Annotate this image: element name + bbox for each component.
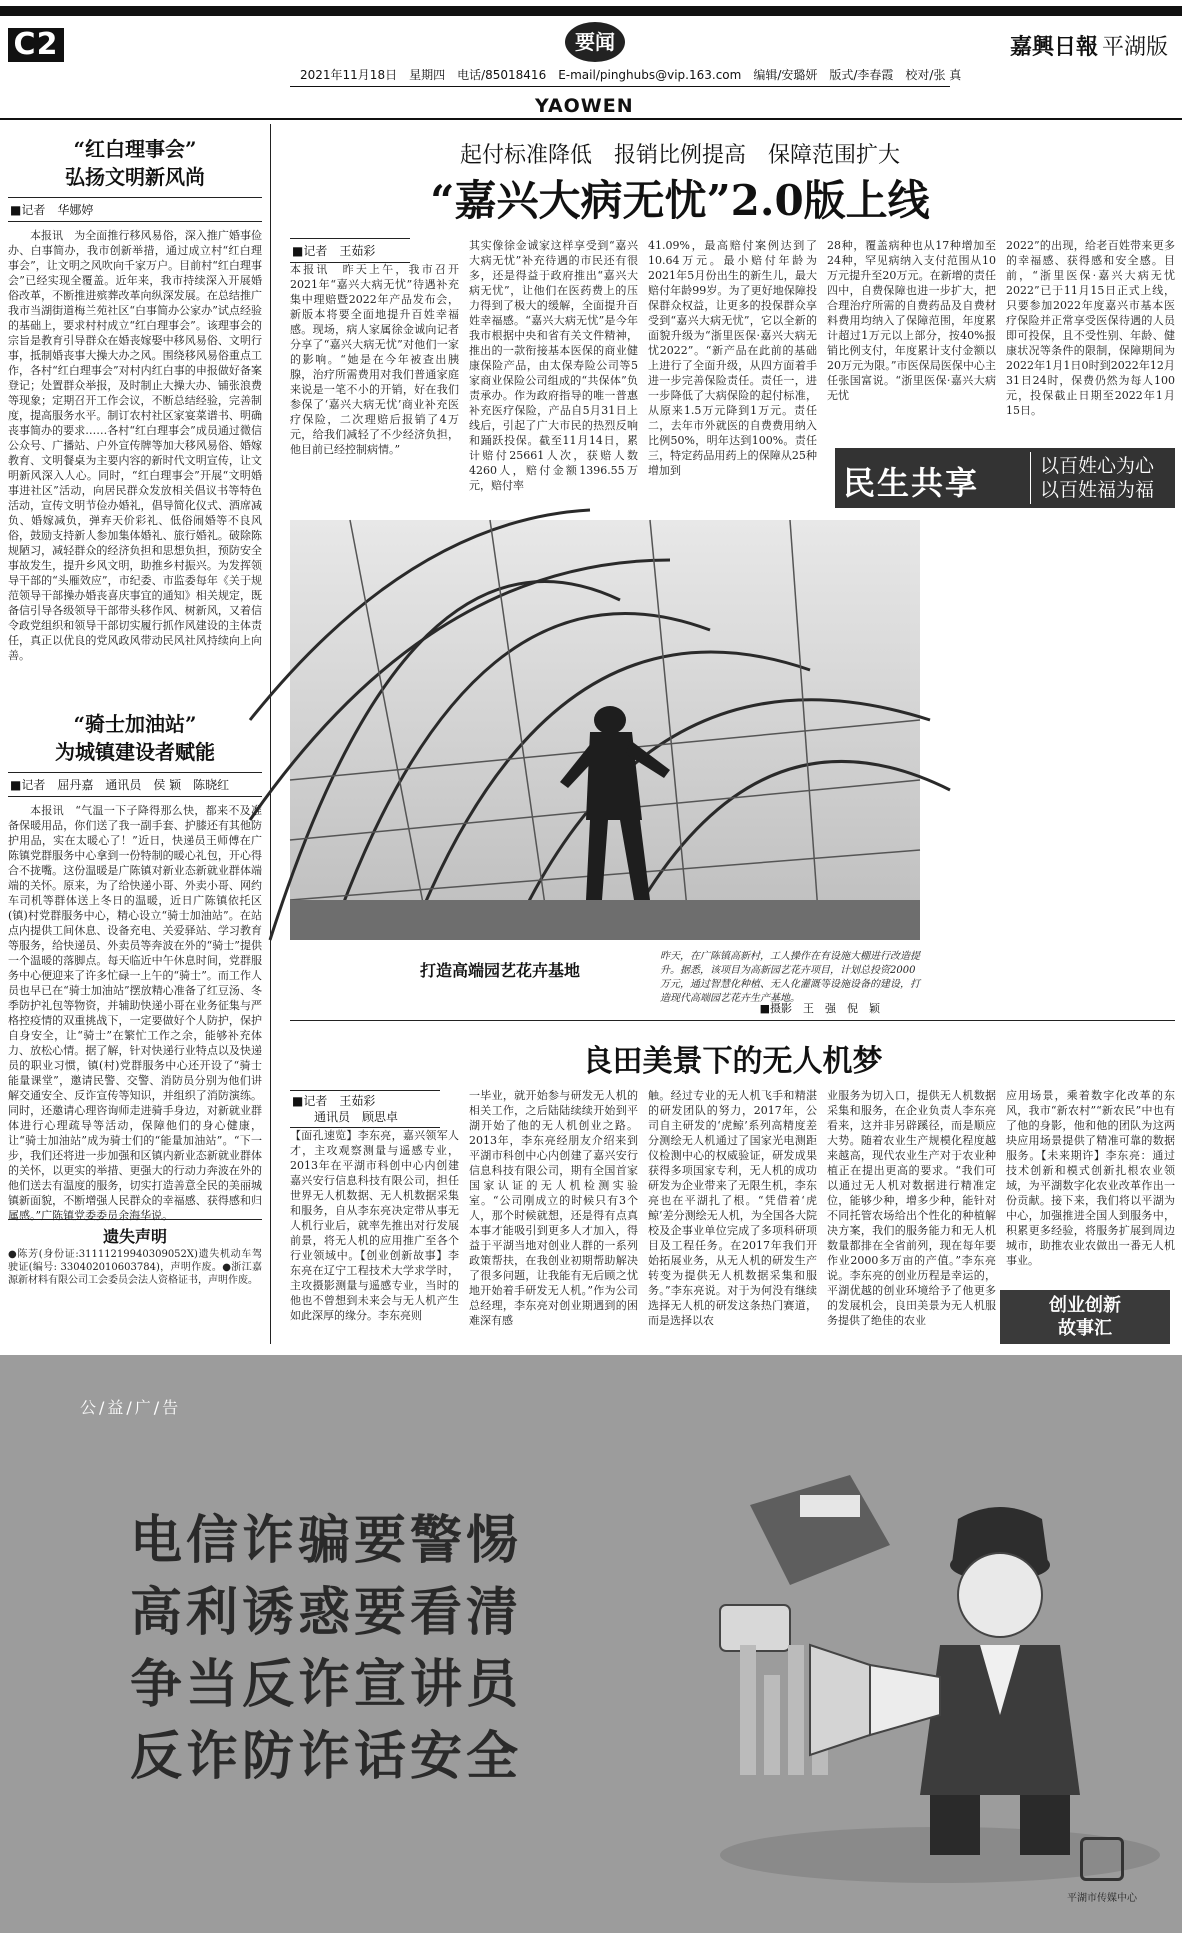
photo-credit: ■摄影 王 强 倪 颖 [759,1002,880,1015]
article2-title-line1: “骑士加油站” [73,712,197,736]
banner-right-line1: 以百姓心为心 [1040,455,1155,477]
lead-byline-box [290,238,410,263]
ad-slogan-2: 高利诱惑要看清 [130,1583,523,1643]
article1-title-line2: 弘扬文明新风尚 [65,165,205,189]
article2-title-line2: 为城镇建设者赋能 [55,740,215,764]
story2-byline [290,1090,440,1128]
story2-col-5: 应用场景，乘着数字化改革的东风，我市“新农村”“新农民”中也有了他的身影，他和他的团队为这两块应用场景提供了精准可靠的数据服务。【未来期许】李东亮：通过技术创新和模式创新扎根农业领域，为平湖数字化农业改革作出一份贡献。接下来，我们将以平湖为中心，加强推进全国人到服务中，积累更多经验，将服务扩展到周边城市，助推农业农做出一番无人机事业。 [1006,1089,1175,1267]
story2-badge-line2: 故事汇 [1058,1318,1112,1339]
article2-byline: ■记者 屈丹嘉 通讯员 侯 颖 陈晓红 [8,772,262,797]
story2-col-2: 一毕业，就开始参与研发无人机的相关工作，之后陆陆续续开始到平湖开始了他的无人机创业之路。2013年，李东亮经朋友介绍来到平湖市科创中心内创建了嘉兴安行信息科技有限公司，期有全国首家国家认证的无人机检测实验室。“公司刚成立的时候只有3个人，那个时候就想，还是得有点真本事才能吸引到更多人才加入，得益于平湖当地对创业人群的一系列政策帮扶，在我创业初期帮助解决了很多问题，让我能有无后顾之忧地开始着手研发无人机。”作为公司总经理，李东亮对创业期遇到的困难深有感 [469,1089,638,1327]
edition-name: 平湖版 [1101,35,1168,60]
story2-byline-line1: ■记者 王茹彩 [292,1094,376,1108]
meta-line: 2021年11月18日 星期四 电话/85018416 E-mail/pinghubs@vip.163.com 编辑/安璐妍 版式/李春霞 校对/张 真 [300,68,962,82]
lead-col-4: 28种，覆盖病种也从17种增加至24种，罕见病纳入支付范围从10万元提升至20万元。在新增的责任四中，自费保障也进一步扩大，把合理治疗所需的自费药品及自费材料费用均纳入了保障范围，年度累计超过1万元以上部分，按40%报销比例支付，年度累计支付金额以20万元为限。”市医保局医保中心主任张国富说。“浙里医保·嘉兴大病无忧 [827,239,996,402]
ad-illustration [640,1415,1160,1895]
photo-title: 打造高端园艺花卉基地 [420,961,581,980]
meta-rule [290,86,950,87]
column-divider [270,124,271,1344]
notice-body: ●陈芳(身份证:31111219940309052X)遗失机动车驾驶证(编号: 330402010603784)，声明作废。●浙江嘉源新材料有限公司工会委员会法人资格证书，声明作废。 [8,1249,262,1286]
ad-logo-icon [1080,1837,1124,1881]
story2-headline: 良田美景下的无人机梦 [582,1044,883,1079]
top-rule [0,6,1182,16]
section-seal: 要闻 [565,22,625,62]
banner-right-text [1040,454,1154,502]
story2-badge-line1: 创业创新 [1049,1295,1121,1316]
page-number-tag: C2 [8,28,64,62]
lead-col-3: 41.09%，最高赔付案例达到了10.64万元。最小赔付年龄为2021年5月份出生的新生儿，最大赔付年龄99岁。为了更好地保障投保群众权益，让更多的投保群众享受到“嘉兴大病无忧”，它以全新的面貌升级为“浙里医保·嘉兴大病无忧2022”。“新产品在此前的基础上进行了全面升级，从四方面着手进一步完善保险责任。责任一，进一步降低了大病保险的起付标准，从原来1.5万元降到1万元。责任二，去年市外就医的自费费用纳入比例50%，明年达到100%。责任三，特定药品用药上的保障从25种增加到 [648,239,817,477]
public-service-ad [0,1355,1182,1933]
notice-title: 遗失声明 [102,1227,167,1246]
story2-badge [1000,1290,1170,1344]
ad-logo-text: 平湖市传媒中心 [1067,1893,1137,1904]
section-pinyin: YAOWEN [535,95,634,117]
story2-col-3: 触。经过专业的无人机飞手和精湛的研发团队的努力，2017年，公司自主研发的‘虎鲸’系列高精度差分测绘无人机通过了国家光电测距仪检测中心的权威验证，研发成果获得多项国家专利，无人机的成功研发为企业带来了无限生机，李东亮也在平湖扎了根。“凭借着‘虎鲸’差分测绘无人机，为全国各大院校及企事业单位完成了多项科研项目及工程任务。在2017年我们开始拓展业务，从无人机的研发生产转变为提供无人机数据采集和服务。”李东亮说。对于为何没有继续选择无人机的研发这条热门赛道，而是选择以农 [648,1089,817,1327]
lead-col-1: 本报讯 昨天上午，我市召开2021年“嘉兴大病无忧”待遇补充集中理赔暨2022年产品发布会，新版本将要全面地提升百姓幸福感。现场，病人家属徐金诚向记者分享了“嘉兴大病无忧”对他们一家的影响。“她是在今年被查出胰腺，治疗所需费用对我们普通家庭来说是一笔不小的开销，好在我们参保了‘嘉兴大病无忧’商业补充医疗保险，二次理赔后报销了4万元，给我们减轻了不少经济负担，他目前已经控制病情。” [290,263,459,456]
ad-slogan-3: 争当反诈宣讲员 [130,1655,523,1715]
minsheng-banner [835,448,1175,508]
article1-byline: ■记者 华娜婷 [8,197,262,222]
notice-box [8,1219,262,1302]
article2-body: 本报讯 “气温一下子降得那么快，都来不及准备保暖用品，你们送了我一副手套、护膝还有其他防护用品，实在太暖心了！”近日，快递员王师傅在广陈镇党群服务中心拿到一份特制的暖心礼包，开心得合不拢嘴。这份温暖是广陈镇对新业态新就业群体端端的关怀。原来，为了给快递小哥、外卖小哥、网约车司机等群体送上冬日的温暖，近日广陈镇依托区(镇)村党群服务中心，精心设立“骑士加油站”。在站点内提供工间休息、设备充电、关爱驿站、学习教育等服务，给快递员、外卖员等奔波在外的“骑士”提供一个温暖的落脚点。每天临近中午休息时间，党群服务中心便迎来了许多忙碌一上午的“骑士”。而工作人员也早已在“骑士加油站”摆放精心准备了红豆汤、冬季防护礼包等物资，并辅助快递小哥在业务征集与严格控疫情的双重挑战下，一定要做好个人防护，保护自身安全，让“骑士”在繁忙工作之余，能够补充体力、放松心情。据了解，针对快递行业特点以及快递员的职业习惯，镇(村)党群服务中心还开设了“骑士能量课堂”，邀请民警、交警、消防员分别为他们讲解交通安全、反诈宣传等知识，并组织了消防演练。同时，还邀请心理咨询师走进骑手身边，对新就业群体进行心理疏导等活动，保障他们的身心健康，让“骑士加油站”成为骑士们的“能量加油站”。“下一步，我们还将进一步加强和区镇内新业态新就业群体的关怀，以更实的举措、更强大的行动力奔波在外的他们送去有温度的服务，切实打造善意全民的美丽城镇新面貌，不断增强人民群众的幸福感、获得感和归属感。”广陈镇党委委员余海华说。 [8,804,262,1222]
greenhouse-photo-image [290,520,920,940]
story2-byline-line2: 通讯员 顾思卓 [314,1110,399,1124]
banner-divider [1030,452,1031,504]
lead-headline: “嘉兴大病无忧”2.0版上线 [430,176,930,225]
article1-body: 本报讯 为全面推行移风易俗，深入推广婚事俭办、白事简办，我市创新举措，通过成立村“红白理事会”，让文明之风吹向千家万户。目前村“红白理事会”已经实现全覆盖。近年来，我市持续深入开展婚俗改革，不断推进殡葬改革向纵深发展。在总结推广我市当湖街道梅兰苑社区“白事简办公家办”试点经验的基础上，要求村村成立“红白理事会”。该理事会的宗旨是教育引导群众在婚丧嫁娶中移风易俗、文明行事，抵制婚丧事大操大办之风。围绕移风易俗重点工作，各村“红白理事会”对村内红白事的申报做好备案登记；处置群众举报，及时制止大操大办、铺张浪费等现象；定期召开工作会议，不断总结经验，完善制度，提高服务水平。制订农村社区家宴菜谱书、明确丧事简办的要求……各村“红白理事会”成员通过微信公众号、广播站、户外宣传牌等加大移风易俗、婚嫁教育、文明餐桌为主要内容的新时代文明宣传，让文明新风深入人心。同时，“红白理事会”开展“文明婚事进社区”活动，向居民群众发放相关倡议书等特色活动，宣传文明节俭办婚礼，倡导简化仪式、酒席减负、婚嫁减负，弹弃天价彩礼、低俗闹婚等不良风俗，鼓励支持新人参加集体婚礼、旅行婚礼。破除陈规陋习，减轻群众的经济负担和思想负担，预防安全事故发生，提升乡风文明，助推乡村振兴。为发挥领导干部的“头雁效应”，市纪委、市监委每年《关于规范领导干部操办婚丧喜庆事宜的通知》相关规定，既备信引导各级领导干部带头移作风、树新风，又着信令政党组织和领导干部切实履行抓作风建设的主体责任，真正以优良的党风政风带动民风社风持续向上向善。 [8,229,262,662]
story2-col-1: 【面孔速览】李东亮，嘉兴领军人才，主攻观察测量与遥感专业，2013年在平湖市科创中心内创建嘉兴安行信息科技有限公司，担任世界无人机数据、无人机数据采集和服务，自从李东亮决定带从事无人机行业后，就率先推出对行发展前景，将无人机的应用推广至各个行业领域中。【创业创新故事】李东亮在辽宁工程技术大学求学时，主攻摄影测量与遥感专业，当时的他也不曾想到未来会与无人机产生如此深厚的缘分。李东亮则 [290,1129,459,1322]
photo-bottom-rule [290,1020,1175,1021]
lead-byline: ■记者 王茹彩 [290,238,410,263]
photo-caption: 昨天，在广陈镇高新村，工人操作在有设施大棚进行改造提升。据悉，该项目为高新园艺花卉项目，计划总投资2000万元，通过智慧化种植、无人化灌溉等设施设备的建设，打造现代高端园艺花卉生产基地。 [660,951,920,1004]
ad-slogan-1: 电信诈骗要警惕 [130,1511,523,1571]
greenhouse-photo [290,520,920,980]
left-column [8,125,262,1302]
ad-slogan-4: 反诈防诈话安全 [130,1727,523,1787]
ad-label: 公/益/广/告 [80,1398,182,1417]
lead-subtitle: 起付标准降低 报销比例提高 保障范围扩大 [459,143,900,168]
newspaper-name: 嘉興日報 [1009,34,1098,60]
article1-title-line1: “红白理事会” [73,137,197,161]
story2-col-4: 业服务为切入口，提供无人机数据采集和服务，在企业负责人李东亮看来，这并非另辟蹊径，而是顺应大势。随着农业生产规模化程度越来越高，现代农业生产对于农业种植正在提出更高的要求。“我们可以通过无人机对数据进行精准定位，能够少种，增多少种，能针对不同托管农场给出个性化的种植解决方案，我们的服务能力和无人机数量都排在全省前列，现在每年要作业2000多万亩的产值。”李东亮说。李东亮的创业历程是幸运的，平湖优越的创业环境给予了他更多的发展机会，良田美景为无人机服务提供了绝佳的农业 [827,1089,996,1327]
lead-col-2: 其实像徐金诚家这样享受到“嘉兴大病无忧”补充待遇的市民还有很多，还是得益于政府推出“嘉兴大病无忧”，让他们在医药费上的压力得到了极大的缓解，全面提升百姓幸福感。“嘉兴大病无忧”是今年我市根据中央和省有关文件精神，推出的一款衔接基本医保的商业健康保险产品，由太保寿险公司等5家商业保险公司组成的“共保体”负责承办。作为政府指导的唯一普惠补充医疗保险，产品自5月31日上线后，引起了广大市民的热烈反响和踊跃投保。截至11月14日，累计赔付25661人次，获赔人数4260人，赔付金额1396.55万元，赔付率 [469,239,638,492]
lead-col-5: 2022”的出现，给老百姓带来更多的幸福感、获得感和安全感。目前，“浙里医保·嘉兴大病无忧2022”已于11月15日正式上线，只要参加2022年度嘉兴市基本医疗保险并正常享受医保待遇的人员即可投保，且不受性别、年龄、健康状况等条件的限制，保障期间为2022年1月1日0时到2022年12月31日24时，保费仍然为每人100元，投保截止日期至2022年1月15日。 [1006,239,1175,417]
banner-left-text: 民生共享 [843,464,980,502]
ad-slogans [130,1505,522,1793]
header-bottom-rule [0,118,1182,120]
masthead [1010,30,1168,61]
banner-right-line2: 以百姓福为福 [1040,479,1155,501]
